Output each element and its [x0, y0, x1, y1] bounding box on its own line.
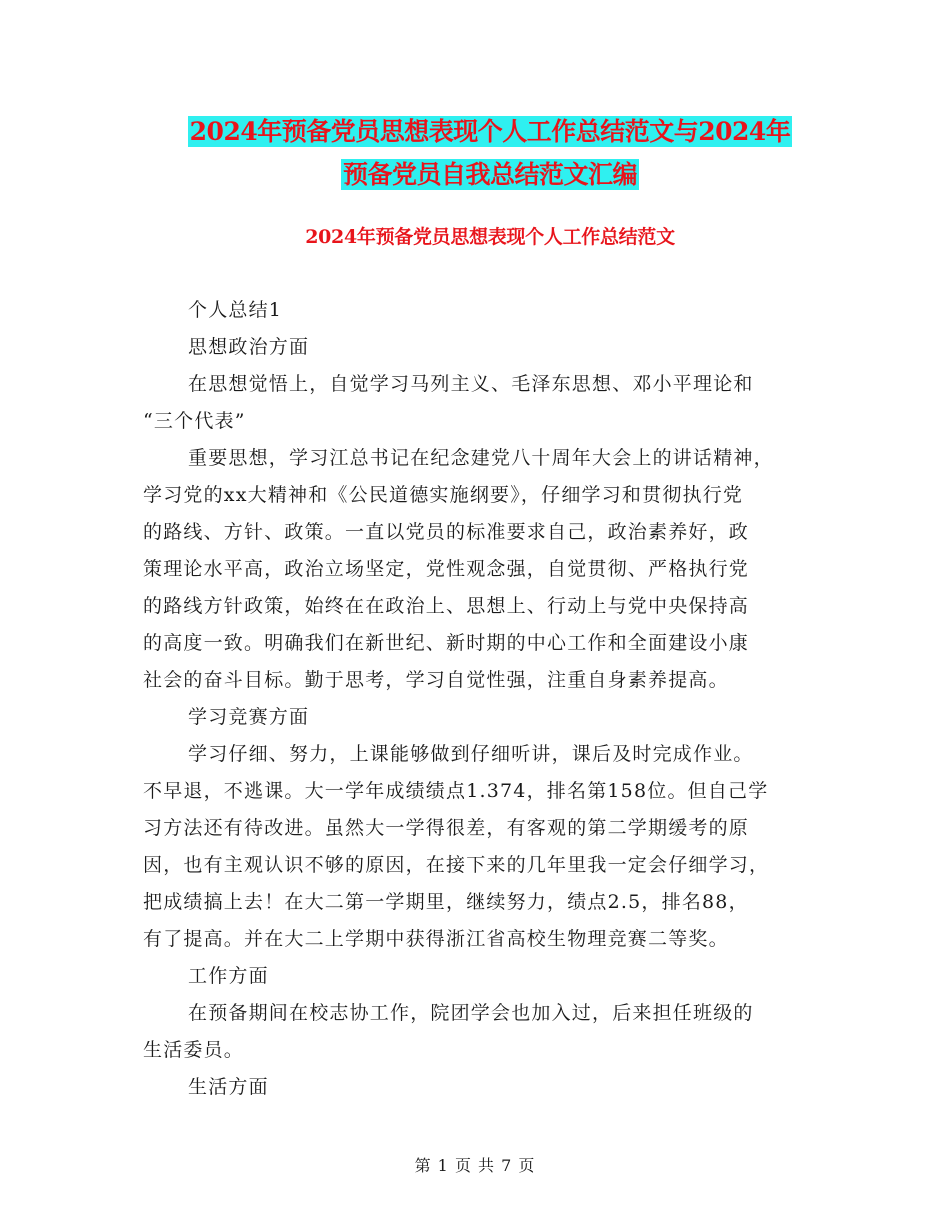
paragraph-line: 习方法还有待改进。虽然大一学得很差，有客观的第二学期缓考的原 — [143, 817, 750, 839]
paragraph-line: 生活委员。 — [143, 1039, 245, 1061]
paragraph-line: 策理论水平高，政治立场坚定，党性观念强，自觉贯彻、严格执行党 — [143, 558, 750, 580]
paragraph-line: 重要思想，学习江总书记在纪念建党八十周年大会上的讲话精神， — [188, 447, 774, 469]
heading-life: 生活方面 — [188, 1076, 269, 1098]
paragraph-line: 在思想觉悟上，自觉学习马列主义、毛泽东思想、邓小平理论和 — [188, 373, 754, 395]
paragraph-line: “三个代表” — [143, 410, 246, 432]
heading-work: 工作方面 — [188, 965, 269, 987]
document-title-line-1 — [140, 110, 840, 154]
paragraph-line: 学习仔细、努力，上课能够做到仔细听讲，课后及时完成作业。 — [188, 743, 754, 765]
paragraph-line: 的路线、方针、政策。一直以党员的标准要求自己，政治素养好，政 — [143, 521, 750, 543]
paragraph-line: 不早退，不逃课。大一学年成绩绩点1.374，排名第158位。但自己学 — [143, 780, 769, 802]
paragraph-line: 的高度一致。明确我们在新世纪、新时期的中心工作和全面建设小康 — [143, 632, 750, 654]
title-highlight-2: 预备党员自我总结范文汇编 — [342, 160, 637, 189]
title-highlight-1: 2024年预备党员思想表现个人工作总结范文与2024年 — [189, 117, 791, 146]
paragraph-line: 在预备期间在校志协工作，院团学会也加入过，后来担任班级的 — [188, 1002, 754, 1024]
paragraph-line: 因，也有主观认识不够的原因，在接下来的几年里我一定会仔细学习， — [143, 854, 770, 876]
paragraph-line: 学习党的xx大精神和《公民道德实施纲要》，仔细学习和贯彻执行党 — [143, 484, 744, 506]
page-footer: 第 1 页 共 7 页 — [414, 1156, 536, 1175]
paragraph-line: 有了提高。并在大二上学期中获得浙江省高校生物理竞赛二等奖。 — [143, 928, 729, 950]
document-title-line-2 — [140, 153, 840, 197]
heading-summary-1: 个人总结1 — [188, 299, 283, 321]
section-title: 2024年预备党员思想表现个人工作总结范文 — [305, 226, 675, 248]
heading-ideology: 思想政治方面 — [188, 336, 310, 358]
heading-study: 学习竞赛方面 — [188, 706, 310, 728]
paragraph-line: 的路线方针政策，始终在在政治上、思想上、行动上与党中央保持高 — [143, 595, 750, 617]
paragraph-line: 把成绩搞上去！在大二第一学期里，继续努力，绩点2.5，排名88， — [143, 891, 749, 913]
paragraph-line: 社会的奋斗目标。勤于思考，学习自觉性强，注重自身素养提高。 — [143, 669, 729, 691]
